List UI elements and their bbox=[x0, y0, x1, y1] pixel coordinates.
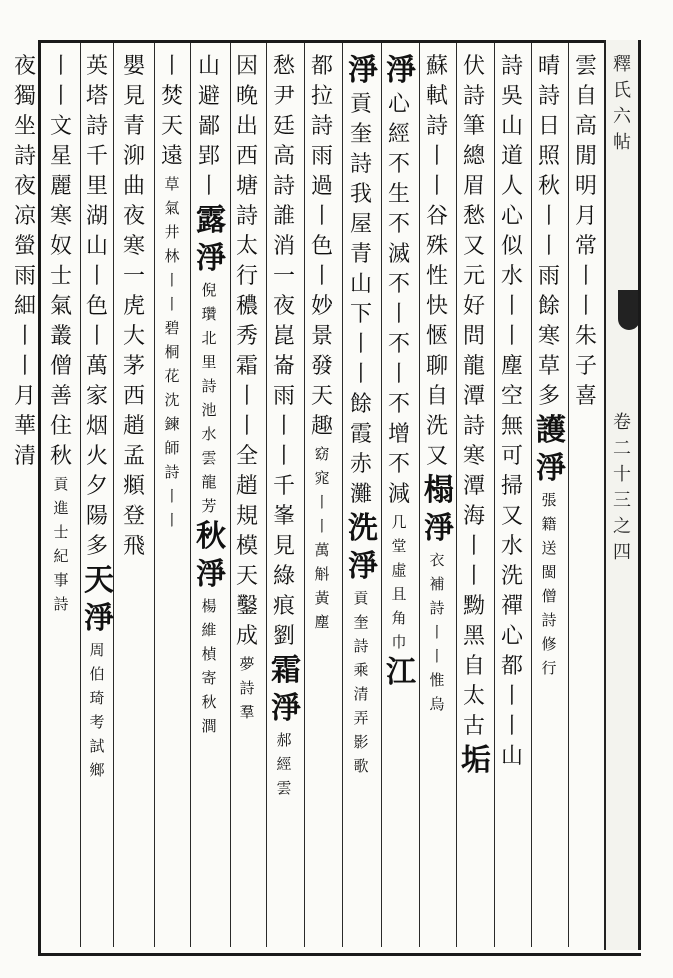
column-note: 山 bbox=[500, 744, 523, 769]
column-text: 都拉詩雨過丨色丨妙景發天趣 bbox=[310, 54, 333, 439]
column-text: 山避鄙郢丨 bbox=[197, 54, 220, 199]
column-note: 周伯琦考試鄉 bbox=[89, 641, 105, 779]
column-text: 雲自高閒明月常丨丨朱子喜 bbox=[574, 54, 597, 409]
text-column-10 bbox=[226, 52, 268, 942]
headword: 榻淨 bbox=[424, 473, 454, 546]
column-note: 夢詩羣 bbox=[239, 655, 255, 721]
column-note: 貢奎詩乘清弄影歌 bbox=[353, 589, 369, 775]
column-text: 嬰見青泖曲夜寒一虎大茅西趙孟頫登飛 bbox=[122, 54, 145, 559]
margin-title: 釋氏六帖 bbox=[613, 54, 631, 153]
column-note: 張籍送閩僧詩修行 bbox=[541, 491, 557, 677]
text-column-14 bbox=[76, 52, 118, 942]
column-note: 沈鍊師詩丨丨 bbox=[164, 391, 180, 529]
text-column-3 bbox=[491, 52, 533, 942]
column-note: 倪瓚北里詩池水雲龍芳 bbox=[201, 281, 217, 515]
column-note: 窈窕丨丨萬斛黃塵 bbox=[314, 445, 330, 631]
column-text: 丨丨文星麗寒奴士氣叢僧善住秋 bbox=[49, 54, 72, 469]
text-column-12 bbox=[151, 52, 193, 942]
text-column-4 bbox=[453, 52, 495, 942]
text-column-15 bbox=[40, 52, 82, 942]
column-text: 愁尹廷高詩誰消一夜崑崙雨丨丨千峯見綠痕劉 bbox=[272, 54, 295, 649]
text-column-8 bbox=[301, 52, 343, 942]
right-edge-rule bbox=[638, 40, 641, 950]
column-note: 衣補詩丨丨惟烏 bbox=[429, 551, 445, 713]
headword: 江 bbox=[386, 655, 416, 690]
text-column-2 bbox=[528, 52, 570, 942]
column-note: 楊維楨寄秋澗 bbox=[201, 597, 217, 735]
column-text: 伏詩筆總眉愁又元好問龍潭詩寒潭海丨丨黝黑自太古 bbox=[462, 54, 485, 739]
column-text: 夜獨坐詩夜凉螢雨細丨丨月華清 bbox=[13, 54, 36, 469]
column-text: 蘇軾詩丨丨谷殊性快愜聊自洗又 bbox=[425, 54, 448, 469]
text-column-7 bbox=[340, 52, 382, 942]
column-text: 晴詩日照秋丨丨雨餘寒草多 bbox=[537, 54, 560, 409]
fold-mark-icon bbox=[618, 290, 640, 330]
column-text: 心經不生不滅不丨不丨不增不減 bbox=[387, 92, 410, 507]
column-note: 几堂虛且角巾 bbox=[391, 513, 407, 651]
headword: 垢 bbox=[461, 743, 491, 778]
column-text: 丨焚天遠 bbox=[160, 54, 183, 169]
text-column-16 bbox=[4, 52, 46, 942]
headword: 天淨 bbox=[84, 563, 114, 636]
text-column-1 bbox=[565, 52, 607, 942]
text-column-9 bbox=[263, 52, 305, 942]
column-text: 因晚出西塘詩太行穠秀霜丨丨全趙規模天鑿成 bbox=[235, 54, 258, 649]
headword: 霜淨 bbox=[271, 653, 301, 726]
column-note: 郝經雲 bbox=[276, 731, 292, 797]
margin-section: 卷二十三之四 bbox=[613, 412, 631, 563]
headword: 露淨 bbox=[196, 203, 226, 276]
headword: 洗淨 bbox=[348, 511, 378, 584]
column-note: 草氣井林丨丨碧桐花 bbox=[164, 175, 180, 385]
column-text: 詩吳山道人心似水丨丨塵空無可掃又水洗禪心都丨丨 bbox=[500, 54, 523, 739]
text-column-13 bbox=[113, 52, 155, 942]
headword: 淨 bbox=[386, 53, 416, 88]
column-text: 英塔詩千里湖山丨色丨萬家烟火夕陽多 bbox=[85, 54, 108, 559]
headword: 秋淨 bbox=[196, 519, 226, 592]
text-column-5 bbox=[416, 52, 458, 942]
headword: 淨 bbox=[348, 53, 378, 88]
column-note: 貢進士紀事詩 bbox=[53, 475, 69, 613]
text-column-6 bbox=[378, 52, 420, 942]
column-text: 貢奎詩我屋青山下丨丨餘霞赤灘 bbox=[349, 92, 372, 507]
headword: 護淨 bbox=[536, 413, 566, 486]
text-column-11 bbox=[188, 52, 230, 942]
